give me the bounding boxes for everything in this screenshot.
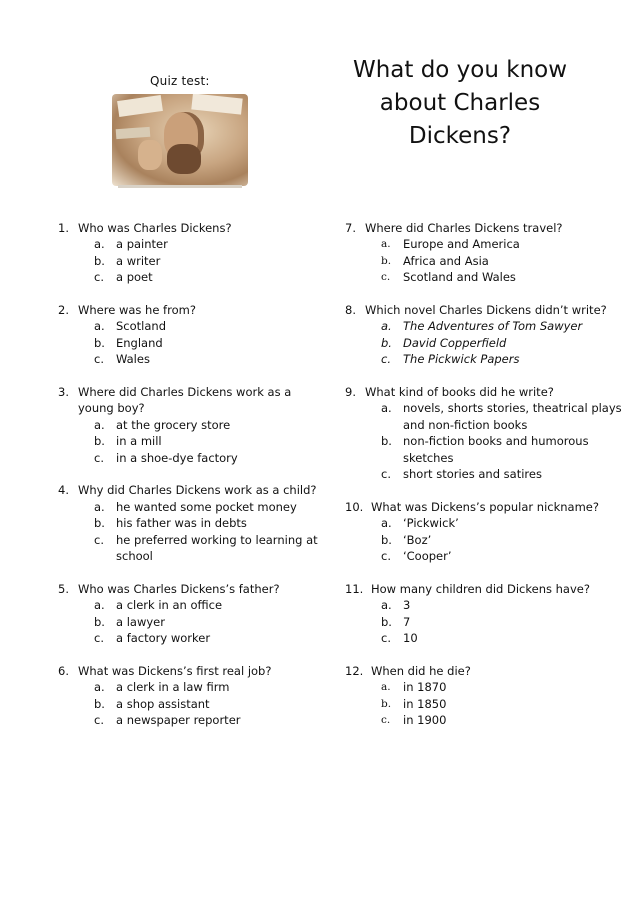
- question-number: 8.: [345, 303, 356, 318]
- option-letter: c.: [94, 631, 104, 646]
- option-letter: b.: [381, 254, 392, 267]
- answer-option: [94, 318, 323, 334]
- option-text: ‘Cooper’: [403, 549, 452, 564]
- option-text: England: [116, 335, 163, 350]
- question-10: [345, 499, 625, 565]
- answer-option: [381, 597, 625, 613]
- option-text: non-fiction books and humorous sketches: [403, 434, 589, 465]
- right-question-column: [345, 220, 625, 745]
- option-text: a writer: [116, 253, 161, 268]
- question-number: 1.: [58, 221, 69, 235]
- paper-shape: [117, 95, 163, 117]
- dickens-portrait-image: [112, 94, 248, 186]
- option-text: in a mill: [116, 434, 162, 449]
- option-text: Scotland and Wales: [403, 270, 516, 285]
- answer-option: [381, 712, 625, 728]
- option-text: Scotland: [116, 319, 166, 334]
- answer-option: [381, 335, 625, 351]
- option-letter: a.: [94, 319, 105, 334]
- option-letter: b.: [381, 335, 392, 350]
- option-letter: c.: [94, 532, 104, 547]
- option-text: in 1900: [403, 713, 447, 728]
- question-text: Who was Charles Dickens’s father?: [78, 581, 280, 596]
- answer-option: [381, 236, 625, 252]
- option-letter: a.: [381, 401, 392, 416]
- option-text: The Adventures of Tom Sawyer: [403, 319, 583, 334]
- question-number: 3.: [58, 385, 69, 400]
- option-text: 3: [403, 598, 411, 613]
- question-1: [58, 220, 323, 286]
- book-shape: [116, 127, 151, 139]
- answer-option: [381, 696, 625, 712]
- page-title: [345, 54, 575, 153]
- option-text: 10: [403, 631, 418, 646]
- option-letter: a.: [381, 681, 391, 694]
- option-text: novels, shorts stories, theatrical plays and non-fiction books: [403, 401, 622, 432]
- option-letter: c.: [381, 352, 391, 367]
- option-letter: c.: [381, 714, 391, 727]
- answer-option: [94, 269, 323, 285]
- question-5: [58, 581, 323, 647]
- question-text: Where did Charles Dickens travel?: [365, 221, 563, 235]
- option-letter: a.: [94, 680, 105, 695]
- option-text: ‘Pickwick’: [403, 516, 459, 531]
- quiz-label: Quiz test:: [150, 74, 210, 88]
- answer-option: [381, 351, 625, 367]
- option-text: a lawyer: [116, 614, 165, 629]
- option-text: a poet: [116, 270, 153, 285]
- question-text: Who was Charles Dickens?: [78, 221, 232, 235]
- question-number: 12.: [345, 663, 364, 678]
- option-letter: a.: [381, 598, 392, 613]
- option-text: Africa and Asia: [403, 253, 489, 268]
- answer-option: [381, 630, 625, 646]
- answer-option: [94, 351, 323, 367]
- option-letter: c.: [94, 450, 104, 465]
- option-letter: b.: [94, 614, 105, 629]
- option-letter: b.: [94, 516, 105, 531]
- question-6: [58, 663, 323, 729]
- hand-shape: [138, 140, 162, 170]
- paper-shape: [191, 94, 242, 115]
- question-text: Where was he from?: [78, 303, 196, 318]
- question-9: [345, 384, 625, 482]
- question-text: Why did Charles Dickens work as a child?: [78, 483, 317, 498]
- option-letter: a.: [381, 238, 391, 251]
- answer-option: [381, 253, 625, 269]
- option-text: Wales: [116, 352, 150, 367]
- option-letter: a.: [94, 237, 105, 252]
- title-line: about Charles: [379, 90, 541, 116]
- question-number: 5.: [58, 581, 69, 596]
- question-number: 6.: [58, 663, 69, 678]
- option-text: he preferred working to learning at school: [116, 532, 318, 564]
- answer-option: [381, 433, 625, 466]
- option-letter: c.: [381, 271, 391, 284]
- option-letter: b.: [94, 434, 105, 449]
- answer-option: [94, 450, 323, 466]
- option-letter: b.: [94, 253, 105, 268]
- question-3: [58, 384, 323, 466]
- answer-option: [381, 318, 625, 334]
- option-letter: c.: [94, 270, 104, 285]
- option-letter: b.: [381, 614, 392, 629]
- option-letter: c.: [381, 631, 391, 646]
- answer-option: [94, 236, 323, 252]
- question-11: [345, 581, 625, 647]
- question-number: 2.: [58, 303, 69, 318]
- question-text: What was Dickens’s popular nickname?: [371, 499, 599, 514]
- option-letter: b.: [94, 696, 105, 711]
- option-letter: b.: [381, 434, 392, 449]
- question-4: [58, 482, 323, 564]
- option-text: a shop assistant: [116, 696, 210, 711]
- option-text: a newspaper reporter: [116, 713, 241, 728]
- question-8: [345, 302, 625, 368]
- question-number: 7.: [345, 221, 356, 235]
- answer-option: [94, 614, 323, 630]
- answer-option: [381, 515, 625, 531]
- option-letter: b.: [381, 697, 392, 710]
- option-text: in 1850: [403, 696, 447, 711]
- answer-option: [381, 466, 625, 482]
- option-text: a clerk in a law firm: [116, 680, 230, 695]
- question-text: How many children did Dickens have?: [371, 581, 590, 596]
- option-letter: c.: [381, 549, 391, 564]
- option-letter: a.: [94, 417, 105, 432]
- answer-option: [381, 400, 625, 433]
- question-text: What was Dickens’s first real job?: [78, 663, 272, 678]
- answer-option: [94, 433, 323, 449]
- option-letter: c.: [381, 467, 391, 482]
- question-number: 9.: [345, 385, 356, 400]
- option-text: he wanted some pocket money: [116, 499, 297, 514]
- title-line: What do you know: [352, 57, 568, 83]
- option-letter: a.: [381, 516, 392, 531]
- option-text: ‘Boz’: [403, 532, 432, 547]
- question-number: 10.: [345, 499, 364, 514]
- question-number: 4.: [58, 483, 69, 498]
- option-text: The Pickwick Papers: [403, 352, 520, 367]
- option-text: at the grocery store: [116, 417, 231, 432]
- left-question-column: [58, 220, 323, 745]
- option-text: his father was in debts: [116, 516, 247, 531]
- option-text: a painter: [116, 237, 168, 252]
- answer-option: [94, 253, 323, 269]
- question-text: When did he die?: [371, 663, 471, 678]
- answer-option: [94, 515, 323, 531]
- question-2: [58, 302, 323, 368]
- option-text: short stories and satires: [403, 467, 542, 482]
- beard-shape: [167, 144, 201, 174]
- question-number: 11.: [345, 581, 364, 596]
- image-caption-strip: [118, 185, 242, 188]
- option-text: in 1870: [403, 680, 447, 695]
- answer-option: [94, 679, 323, 695]
- answer-option: [381, 548, 625, 564]
- answer-option: [94, 712, 323, 728]
- answer-option: [94, 630, 323, 646]
- option-text: David Copperfield: [403, 335, 507, 350]
- option-letter: a.: [94, 499, 105, 514]
- option-letter: b.: [381, 532, 392, 547]
- option-letter: a.: [381, 319, 392, 334]
- answer-option: [381, 269, 625, 285]
- question-12: [345, 663, 625, 729]
- option-text: a clerk in an office: [116, 598, 223, 613]
- answer-option: [94, 532, 323, 565]
- option-letter: a.: [94, 598, 105, 613]
- answer-option: [94, 597, 323, 613]
- question-7: [345, 220, 625, 286]
- option-letter: c.: [94, 352, 104, 367]
- option-text: Europe and America: [403, 237, 520, 252]
- answer-option: [381, 679, 625, 695]
- title-line: Dickens?: [408, 123, 512, 149]
- question-text: Which novel Charles Dickens didn’t write?: [365, 303, 607, 318]
- answer-option: [94, 417, 323, 433]
- answer-option: [94, 696, 323, 712]
- option-letter: c.: [94, 713, 104, 728]
- answer-option: [94, 335, 323, 351]
- option-letter: b.: [94, 335, 105, 350]
- answer-option: [94, 499, 323, 515]
- question-text: What kind of books did he write?: [365, 385, 554, 400]
- question-text: Where did Charles Dickens work as a young boy?: [78, 385, 292, 416]
- answer-option: [381, 614, 625, 630]
- option-text: in a shoe-dye factory: [116, 450, 238, 465]
- option-text: 7: [403, 614, 411, 629]
- answer-option: [381, 532, 625, 548]
- option-text: a factory worker: [116, 631, 211, 646]
